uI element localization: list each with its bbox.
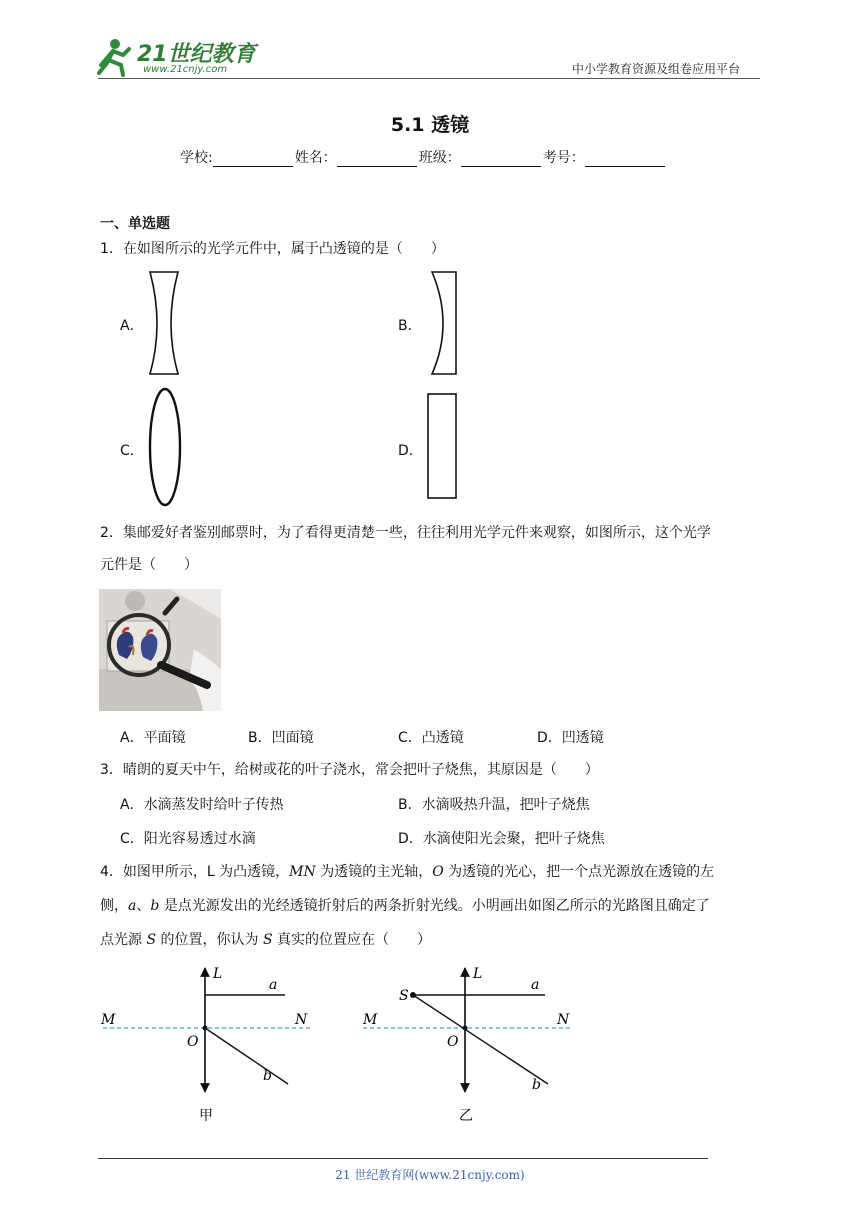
question-4-line-2: 侧，a、b 是点光源发出的光经透镜折射后的两条折射光线。小明画出如图乙所示的光路图且确定了 [100, 898, 710, 914]
class-blank [461, 152, 541, 167]
convex-lens-figure [140, 386, 190, 508]
page-title: 5.1 透镜 [390, 114, 470, 136]
q1-option-d-label: D． [398, 443, 423, 459]
fig-yi-label-a: a [531, 977, 540, 993]
footer-text: 21 世纪教育网(www.21cnjy.com) [335, 1168, 525, 1182]
plano-concave-lens-figure [420, 270, 470, 378]
footer-divider [98, 1158, 708, 1159]
question-1-text: 1．在如图所示的光学元件中，属于凸透镜的是（ ） [100, 241, 445, 257]
q3-option-a: A．水滴蒸发时给叶子传热 [120, 797, 284, 813]
name-blank [337, 152, 417, 167]
exam-no-label: 考号： [542, 150, 585, 166]
q1-option-a-label: A． [120, 318, 144, 334]
fig-yi-label-b: b [532, 1077, 541, 1093]
q3-option-b: B．水滴吸热升温，把叶子烧焦 [398, 797, 590, 813]
figure-jia-optical-path [95, 958, 325, 1128]
school-label: 学校: [180, 150, 213, 166]
fig-yi-label-N: N [557, 1012, 570, 1028]
fig-yi-caption: 乙 [459, 1108, 473, 1124]
magnifier-stamp-photo [99, 589, 221, 711]
question-2-line-2: 元件是（ ） [100, 557, 198, 573]
logo-text: 21世纪教育 [137, 42, 256, 67]
fig-jia-label-N: N [295, 1012, 308, 1028]
fig-jia-label-b: b [263, 1068, 272, 1084]
q2-option-c: C．凸透镜 [398, 730, 464, 746]
fig-jia-label-L: L [213, 966, 223, 982]
q1-option-c-label: C． [120, 443, 144, 459]
fig-yi-label-L: L [473, 966, 483, 982]
q2-option-d: D．凹透镜 [537, 730, 604, 746]
header-divider [98, 78, 760, 79]
fig-jia-label-a: a [269, 977, 278, 993]
student-info-row [180, 147, 667, 167]
question-4-line-3: 点光源 S 的位置，你认为 S 真实的位置应在（ ） [100, 932, 431, 948]
question-2-line-1: 2．集邮爱好者鉴别邮票时，为了看得更清楚一些，往往利用光学元件来观察，如图所示，这个光学 [100, 525, 711, 541]
q1-option-b-label: B． [398, 318, 422, 334]
name-label: 姓名： [294, 150, 337, 166]
section-heading: 一、单选题 [100, 216, 170, 232]
fig-jia-label-O: O [187, 1034, 199, 1050]
header-platform-text: 中小学教育资源及组卷应用平台 [572, 62, 741, 76]
q2-option-b: B．凹面镜 [248, 730, 314, 746]
q2-option-a: A．平面镜 [120, 730, 186, 746]
fig-yi-label-O: O [447, 1034, 459, 1050]
glass-slab-figure [420, 390, 470, 504]
fig-jia-label-M: M [101, 1012, 116, 1028]
figure-yi-optical-path [355, 958, 585, 1128]
q3-option-d: D．水滴使阳光会聚，把叶子烧焦 [398, 831, 605, 847]
concave-lens-figure [140, 270, 190, 378]
fig-yi-label-M: M [363, 1012, 378, 1028]
logo-url: www.21cnjy.com [143, 64, 228, 75]
fig-jia-caption: 甲 [199, 1108, 213, 1124]
class-label: 班级： [418, 150, 461, 166]
fig-yi-label-S: S [399, 988, 409, 1004]
question-4-line-1: 4．如图甲所示，L 为凸透镜，MN 为透镜的主光轴，O 为透镜的光心，把一个点光源放在透镜的左 [100, 864, 715, 880]
site-logo [93, 35, 263, 79]
question-3-text: 3．晴朗的夏天中午，给树或花的叶子浇水，常会把叶子烧焦，其原因是（ ） [100, 762, 599, 778]
school-blank [213, 152, 293, 167]
q3-option-c: C．阳光容易透过水滴 [120, 831, 256, 847]
runner-icon [99, 39, 129, 75]
exam-no-blank [585, 152, 665, 167]
